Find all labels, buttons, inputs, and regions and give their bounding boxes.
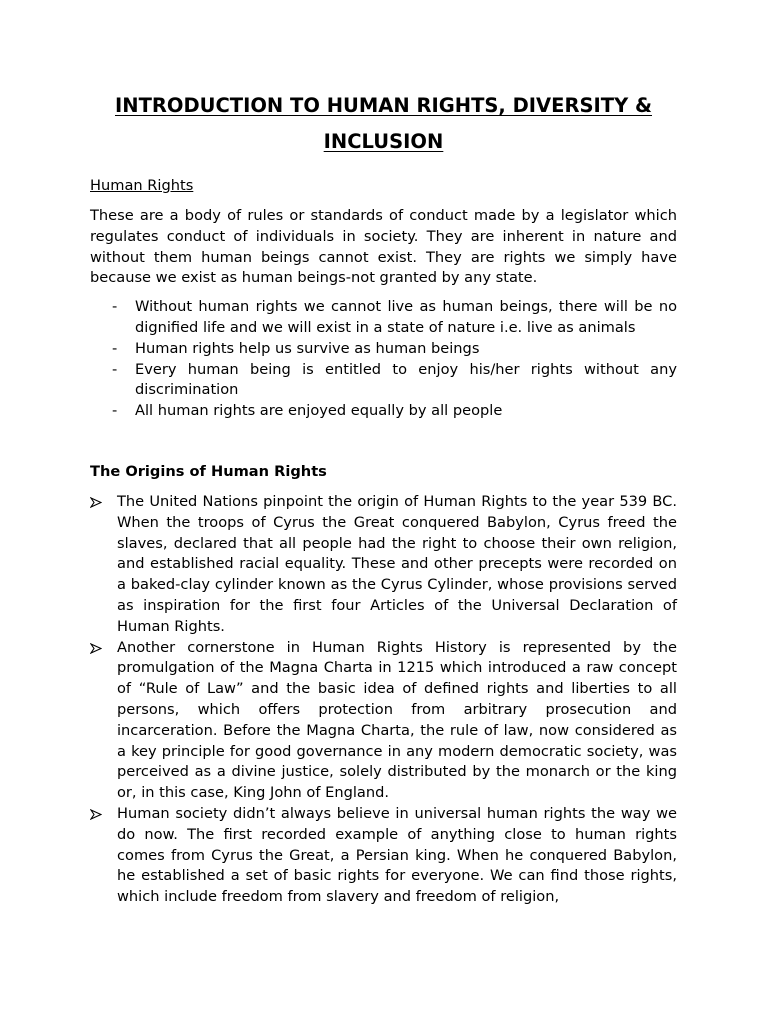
document-page <box>90 88 677 908</box>
section-heading-human-rights: Human Rights <box>90 177 194 194</box>
section-heading-origins: The Origins of Human Rights <box>90 462 327 480</box>
list-item <box>90 492 677 638</box>
intro-paragraph: These are a body of rules or standards of conduct made by a legislator which regulates conduct of individuals in society. They are inherent in nature and without them human beings cannot exist. They are rights we simply have because we exist as human beings-not granted by any state. <box>90 207 677 287</box>
human-rights-bullet-list <box>90 297 677 422</box>
dash-marker: - <box>112 402 118 420</box>
list-item <box>90 401 677 422</box>
list-item-text: Without human rights we cannot live as human beings, there will be no dignified life and we will exist in a state of nature i.e. live as animals <box>135 298 677 336</box>
dash-marker: - <box>112 360 118 378</box>
arrowhead-bullet-icon <box>90 809 102 820</box>
list-item-text: Another cornerstone in Human Rights History is represented by the promulgation of the Magna Charta in 1215 which introduced a raw concept of “Rule of Law” and the basic idea of defined rights and liberties to all persons, which offers protection from arbitrary prosecution and incarceration. Before the Magna Charta, the rule of law, now considered as a key principle for good governance in any modern democratic society, was perceived as a divine justice, solely distributed by the monarch or the king or, in this case, King John of England. <box>117 638 677 802</box>
list-item-text: All human rights are enjoyed equally by all people <box>135 402 503 420</box>
list-item <box>90 360 677 402</box>
dash-marker: - <box>112 298 118 316</box>
list-item <box>90 638 677 804</box>
document-title: INTRODUCTION TO HUMAN RIGHTS, DIVERSITY & INCLUSION <box>115 94 652 153</box>
list-item-text: Human rights help us survive as human beings <box>135 339 480 357</box>
list-item <box>90 297 677 339</box>
origins-bullet-list <box>90 492 677 908</box>
list-item <box>90 339 677 360</box>
list-item-text: Every human being is entitled to enjoy his/her rights without any discrimination <box>135 360 677 399</box>
arrowhead-bullet-icon <box>90 643 102 654</box>
list-item-text: Human society didn’t always believe in universal human rights the way we do now. The first recorded example of anything close to human rights comes from Cyrus the Great, a Persian king. When he conquered Babylon, he established a set of basic rights for everyone. We can find those rights, which include freedom from slavery and freedom of religion, <box>117 804 677 906</box>
list-item-text: The United Nations pinpoint the origin of Human Rights to the year 539 BC. When the troops of Cyrus the Great conquered Babylon, Cyrus freed the slaves, declared that all people had the right to choose their own religion, and established racial equality. These and other precepts were recorded on a baked-clay cylinder known as the Cyrus Cylinder, whose provisions served as inspiration for the first four Articles of the Universal Declaration of Human Rights. <box>117 492 677 635</box>
dash-marker: - <box>112 339 118 357</box>
arrowhead-bullet-icon <box>90 497 102 508</box>
list-item <box>90 804 677 908</box>
